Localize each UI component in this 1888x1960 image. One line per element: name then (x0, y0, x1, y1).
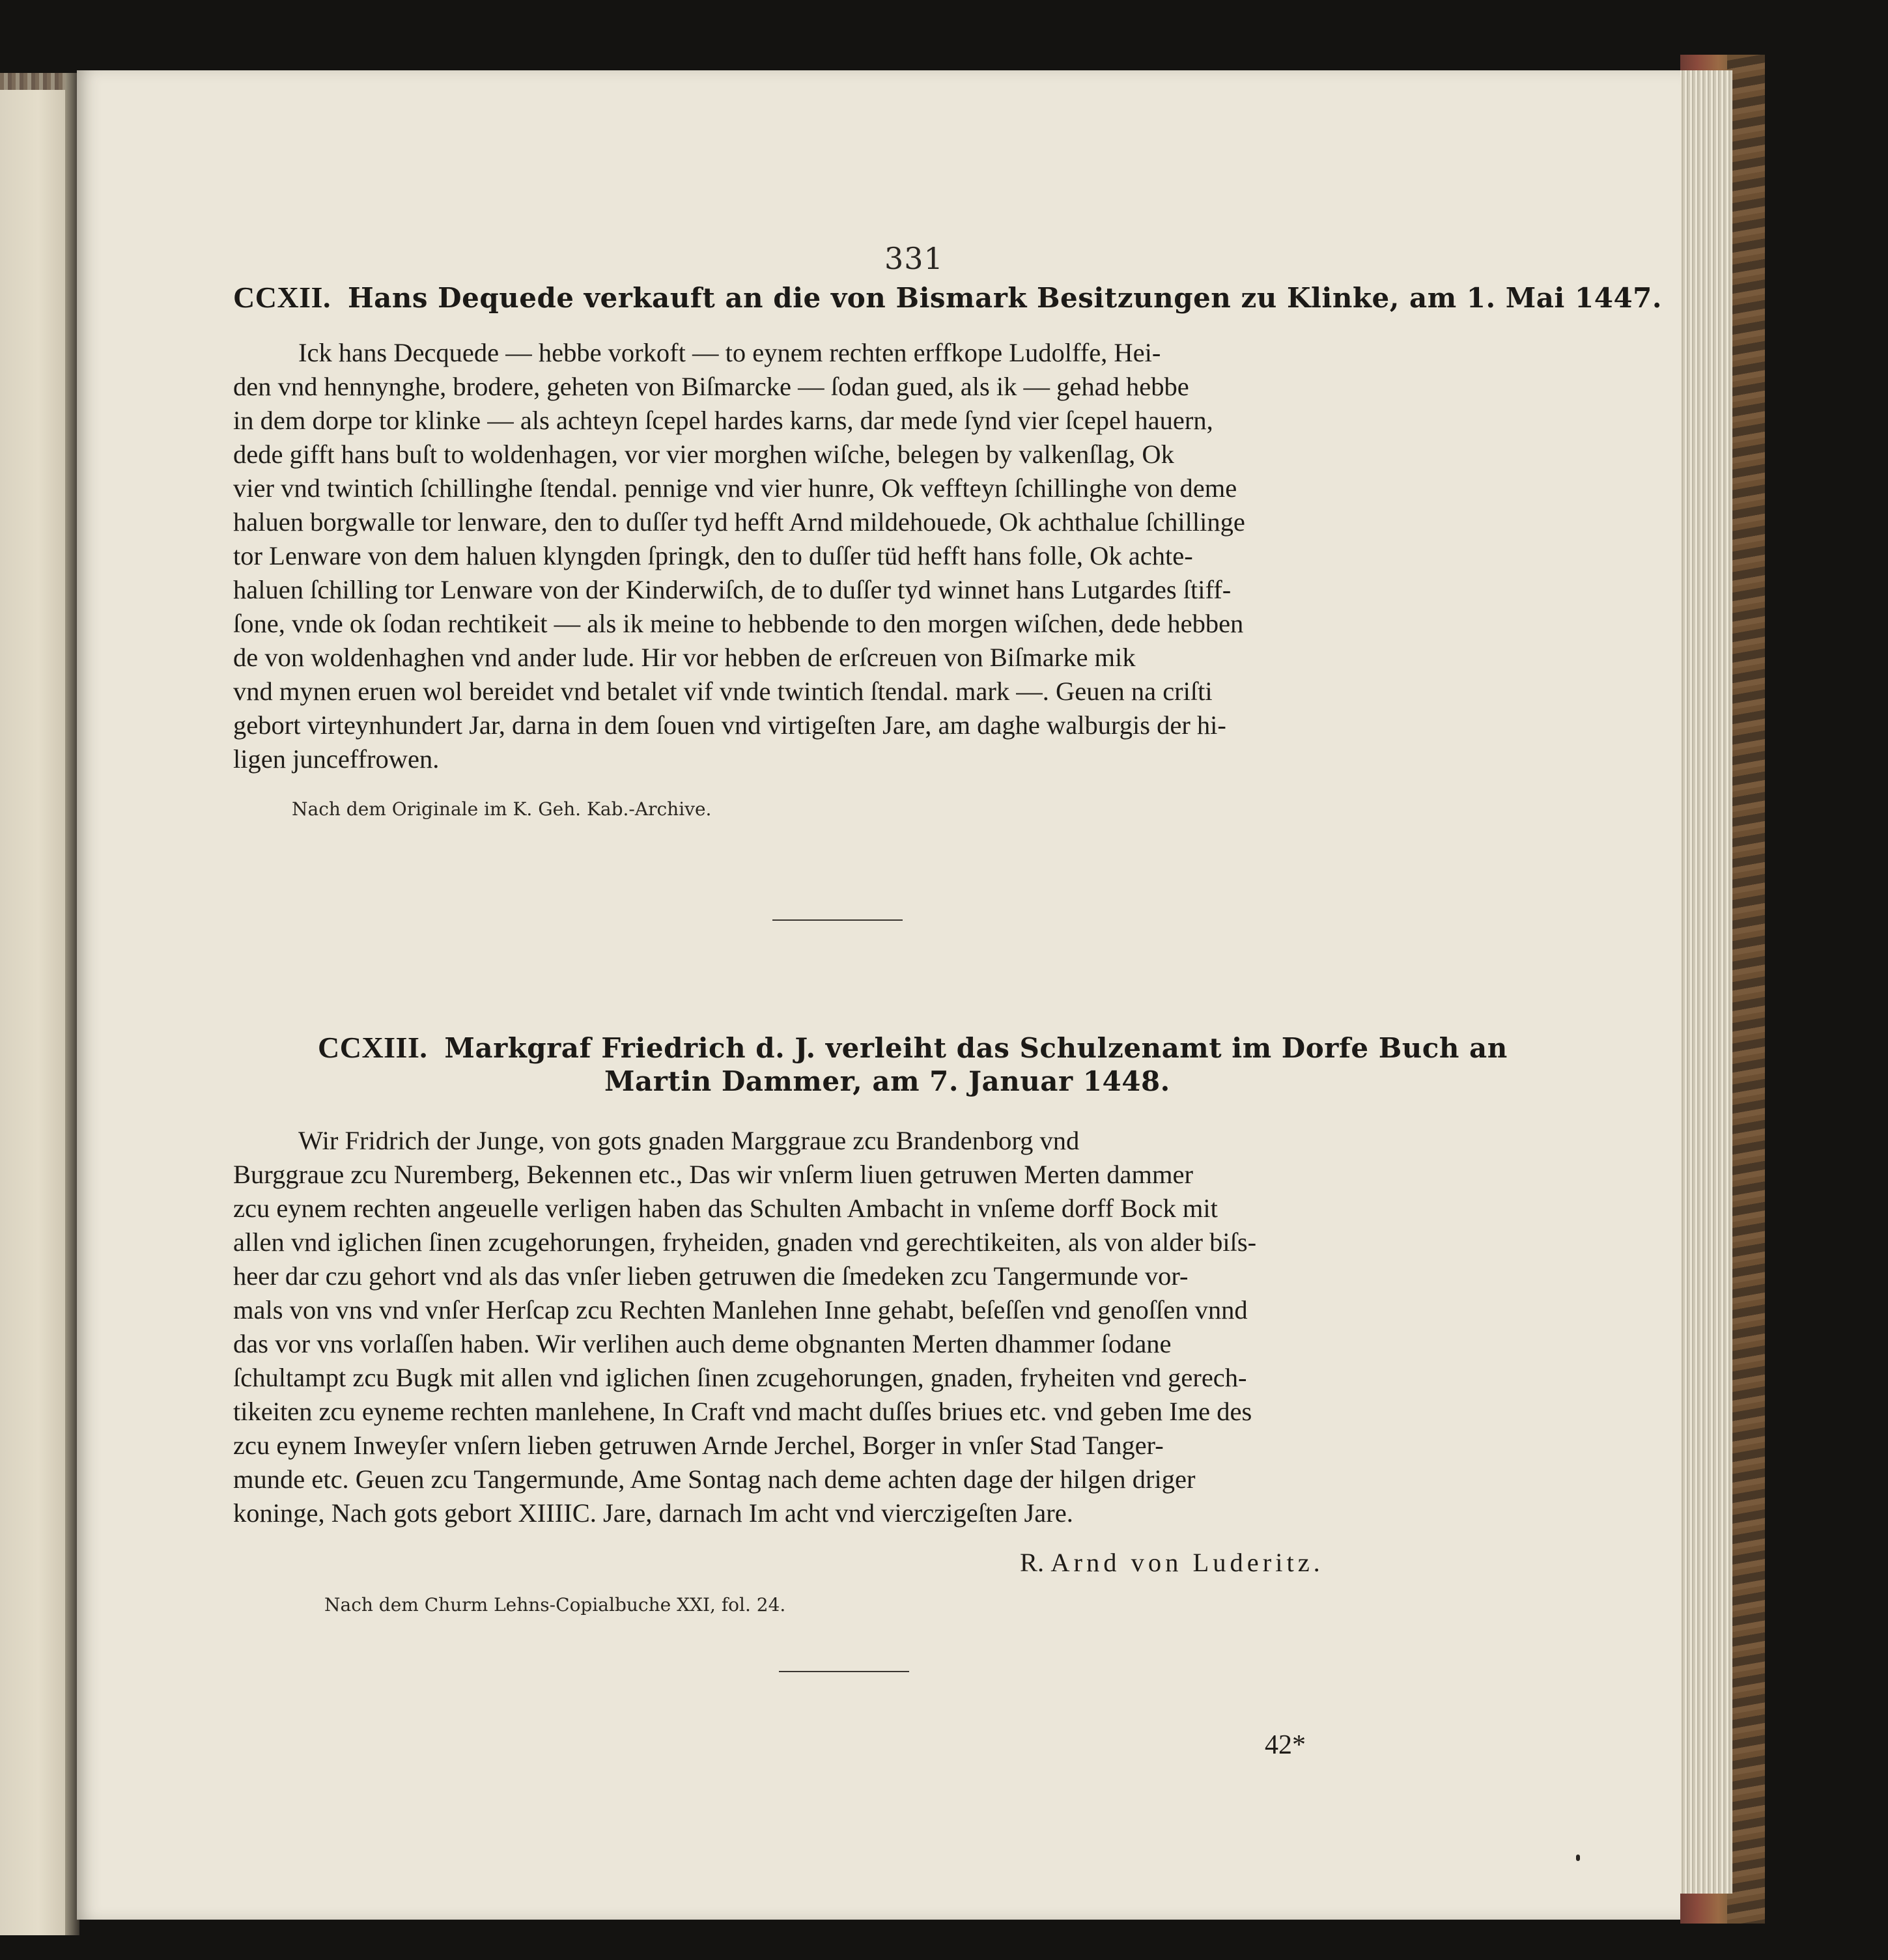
text-line: haluen ſchilling tor Lenware von der Kinderwiſch, de to duſſer tyd winnet hans Lutgardes ſtiff- (233, 575, 1232, 604)
signature-line (1020, 1547, 1324, 1578)
signature-mark: 42* (1265, 1730, 1306, 1760)
section-heading-ccxii (233, 280, 1662, 315)
text-line: gebort virteynhundert Jar, darna in dem ſouen vnd virtigeſten Jare, am daghe walburgis der hi- (233, 710, 1226, 740)
text-line: munde etc. Geuen zcu Tangermunde, Ame Sontag nach deme achten dage der hilgen driger (233, 1464, 1196, 1494)
text-line: zcu eynem Inweyſer vnſern lieben getruwen Arnde Jerchel, Borger in vnſer Stad Tanger- (233, 1431, 1164, 1460)
text-line: dede gifft hans buſt to woldenhagen, vor vier morghen wiſche, belegen by valkenſlag, Ok (233, 440, 1174, 469)
ink-speck (1576, 1855, 1580, 1861)
text-line: ſone, vnde ok ſodan rechtikeit — als ik meine to hebbende to den morgen wiſchen, dede hebben (233, 609, 1244, 638)
section-body-ccxiii (233, 1124, 1594, 1530)
text-line: Ick hans Decquede — hebbe vorkoft — to eynem rechten erffkope Ludolffe, Hei- (298, 338, 1161, 367)
section-title-line1: Markgraf Friedrich d. J. verleiht das Schulzenamt im Dorfe Buch an (444, 1032, 1508, 1064)
section-title-line2: Martin Dammer, am 7. Januar 1448. (604, 1065, 1170, 1097)
section-divider (772, 919, 903, 921)
text-line: tor Lenware von dem haluen klyngden ſpringk, den to duſſer tüd hefft hans folle, Ok achte- (233, 541, 1193, 570)
text-line: vnd mynen eruen wol bereidet vnd betalet vif vnde twintich ſtendal. mark —. Geuen na criſti (233, 677, 1213, 706)
text-line: mals von vns vnd vnſer Herſcap zcu Rechten Manlehen Inne gehabt, beſeſſen vnd genoſſen vnnd (233, 1295, 1248, 1324)
text-line: Burggraue zcu Nuremberg, Bekennen etc., Das wir vnſerm liuen getruwen Merten dammer (233, 1160, 1193, 1189)
source-note-ccxiii: Nach dem Churm Lehns-Copialbuche XXI, fol. 24. (324, 1594, 786, 1616)
text-line: den vnd hennynghe, brodere, geheten von Biſmarcke — ſodan gued, als ik — gehad hebbe (233, 372, 1189, 401)
book-page (77, 70, 1680, 1920)
signature-prefix: R. (1020, 1548, 1045, 1577)
section-number: CCXIII. (318, 1031, 428, 1064)
section-body-ccxii (233, 336, 1594, 776)
text-line: koninge, Nach gots gebort XIIIIC. Jare, darnach Im acht vnd vierczigeſten Jare. (233, 1498, 1073, 1528)
text-line: zcu eynem rechten angeuelle verligen haben das Schulten Ambacht in vnſeme dorff Bock mit (233, 1194, 1218, 1223)
text-line: tikeiten zcu eyneme rechten manlehene, In Craft vnd macht duſſes briues etc. vnd geben Ime des (233, 1397, 1252, 1426)
section-heading-ccxiii (318, 1030, 1508, 1065)
text-line: ſchultampt zcu Bugk mit allen vnd iglichen ſinen zcugehorungen, gnaden, fryheiten vnd gerech- (233, 1363, 1247, 1392)
text-line: allen vnd iglichen ſinen zcugehorungen, fryheiden, gnaden vnd gerechtikeiten, als von alder biſs- (233, 1227, 1257, 1257)
section-number: CCXII. (233, 281, 331, 314)
text-line: de von woldenhaghen vnd ander lude. Hir vor hebben de erſcreuen von Biſmarke mik (233, 643, 1136, 672)
section-title: Hans Dequede verkauft an die von Bismark Besitzungen zu Klinke, am 1. Mai 1447. (347, 282, 1663, 314)
right-cover-marble (1727, 55, 1765, 1924)
text-line: das vor vns vorlaſſen haben. Wir verlihen auch deme obgnanten Merten dhammer ſodane (233, 1329, 1172, 1358)
page-number: 331 (884, 241, 944, 276)
signature-name: Arnd von Luderitz. (1050, 1548, 1324, 1577)
text-line: in dem dorpe tor klinke — als achteyn ſcepel hardes karns, dar mede ſynd vier ſcepel hauern, (233, 406, 1213, 435)
text-line: vier vnd twintich ſchillinghe ſtendal. pennige vnd vier hunre, Ok veffteyn ſchillinghe von deme (233, 473, 1237, 503)
text-line: haluen borgwalle tor lenware, den to duſſer tyd hefft Arnd mildehouede, Ok achthalue ſchillinge (233, 507, 1245, 537)
section-divider-bottom (779, 1671, 909, 1672)
text-line: Wir Fridrich der Junge, von gots gnaden Marggraue zcu Brandenborg vnd (298, 1126, 1080, 1155)
source-note-ccxii: Nach dem Originale im K. Geh. Kab.-Archive. (292, 798, 712, 820)
text-line: heer dar czu gehort vnd als das vnſer lieben getruwen die ſmedeken zcu Tangermunde vor- (233, 1261, 1189, 1291)
text-line: ligen junceffrowen. (233, 744, 440, 774)
